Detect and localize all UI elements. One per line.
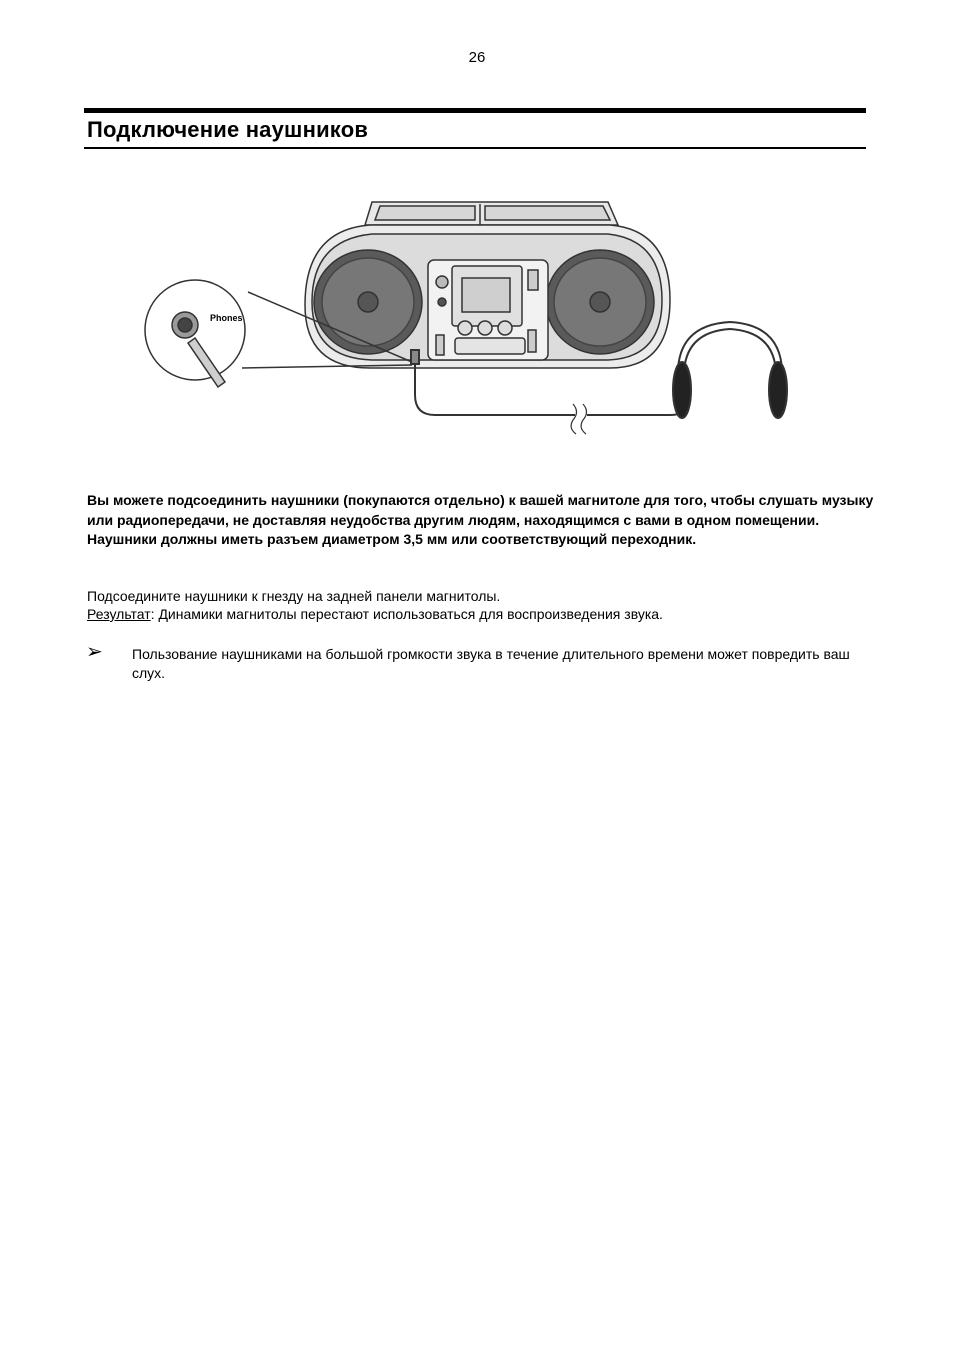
page-number: 26 <box>468 49 486 66</box>
headphones-connection-illustration <box>140 190 820 440</box>
page-title: Подключение наушников <box>87 117 369 142</box>
title-rule-bottom <box>84 147 866 149</box>
headphones-icon <box>673 322 787 418</box>
result-line <box>87 605 877 624</box>
boombox-icon <box>305 202 670 368</box>
phones-label: Phones <box>210 313 243 323</box>
result-label: Результат <box>87 606 151 622</box>
note-arrow-icon: ➢ <box>86 641 103 663</box>
intro-paragraph: Вы можете подсоединить наушники (покупаются отдельно) к вашей магнитоле для того, чтобы слушать музыку или радиопередачи, не доставляя неудобства другим людям, находящимся с вами в одном помещении. Наушники должны иметь разъем диаметром 3,5 мм или соответствующий переходник. <box>87 492 874 547</box>
result-text: : Динамики магнитолы перестают использоваться для воспроизведения звука. <box>150 606 663 622</box>
title-rule-top <box>84 108 866 113</box>
instruction-text: Подсоедините наушники к гнезду на задней панели магнитолы. <box>87 588 501 604</box>
note-text: Пользование наушниками на большой громкости звука в течение длительного времени может повредить ваш слух. <box>132 646 850 681</box>
